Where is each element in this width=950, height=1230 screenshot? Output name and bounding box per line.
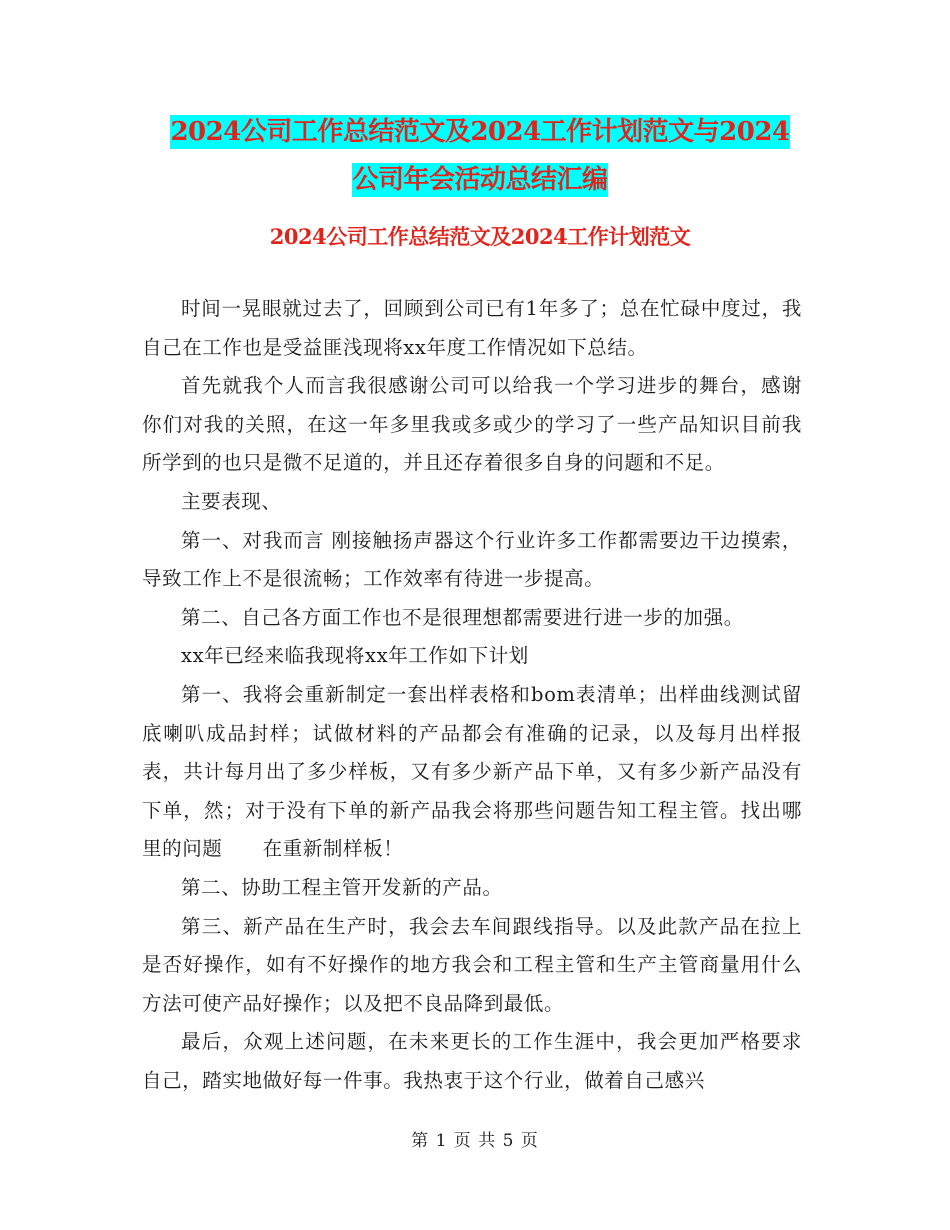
paragraph: 第二、协助工程主管开发新的产品。 [181, 875, 503, 899]
paragraph: 主要表现、 [181, 489, 282, 513]
paragraph: 首先就我个人而言我很感谢公司可以给我一个学习进步的舞台，感谢你们对我的关照，在这一年多里我或多或少的学习了一些产品知识目前我所学到的也只是微不足道的，并且还存着很多自身的问题和不足。 [142, 374, 802, 475]
section-title: 2024公司工作总结范文及2024工作计划范文 [269, 224, 691, 249]
paragraph: 第一、我将会重新制定一套出样表格和bom表清单；出样曲线测试留底喇叭成品封样；试做材料的产品都会有准确的记录，以及每月出样报表，共计每月出了多少样板，又有多少新产品下单，又有多少新产品没有下单，然；对于没有下单的新产品我会将那些问题告知工程主管。找出哪里的问题 在重新制样板！ [142, 682, 802, 861]
paragraph: 最后，众观上述问题，在未来更长的工作生涯中，我会更加严格要求自己，踏实地做好每一件事。我热衷于这个行业，做着自己感兴 [142, 1030, 802, 1092]
page-footer: 第 1 页 共 5 页 [411, 1131, 539, 1151]
paragraph: 第一、对我而言 刚接触扬声器这个行业许多工作都需要边干边摸索，导致工作上不是很流畅；工作效率有待进一步提高。 [142, 528, 802, 591]
title-line-1: 2024公司工作总结范文及2024工作计划范文与2024 [170, 117, 790, 147]
paragraph: 第二、自己各方面工作也不是很理想都需要进行进一步的加强。 [181, 605, 744, 629]
body-text [142, 290, 802, 1100]
title-line-2: 公司年会活动总结汇编 [352, 165, 608, 195]
paragraph: 时间一晃眼就过去了，回顾到公司已有1年多了；总在忙碌中度过，我自己在工作也是受益匪浅现将xx年度工作情况如下总结。 [142, 297, 802, 359]
document-title [140, 108, 820, 204]
paragraph: 第三、新产品在生产时，我会去车间跟线指导。以及此款产品在拉上是否好操作，如有不好操作的地方我会和工程主管和生产主管商量用什么方法可使产品好操作；以及把不良品降到最低。 [142, 914, 802, 1015]
paragraph: xx年已经来临我现将xx年工作如下计划 [181, 644, 529, 668]
